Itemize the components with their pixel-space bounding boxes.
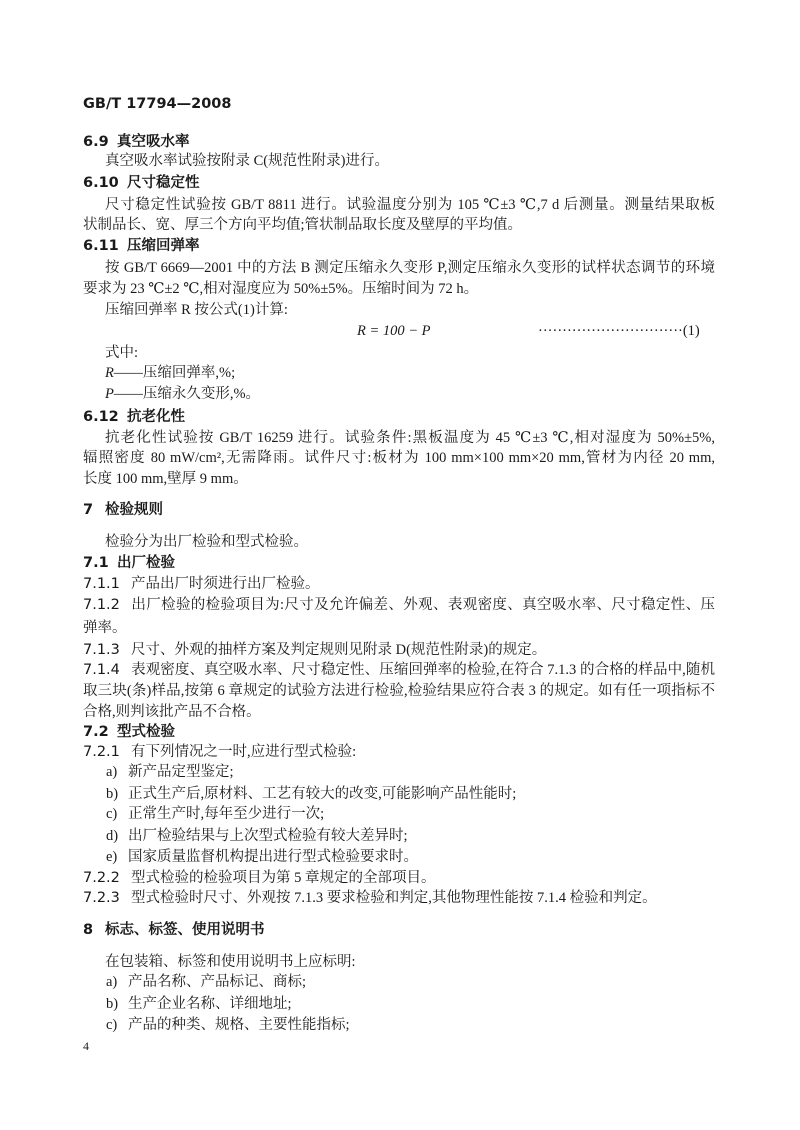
list-item: b) 生产企业名称、详细地址;: [106, 996, 292, 1012]
where-label: 式中:: [105, 345, 139, 361]
list-item: b) 正式生产后,原材料、工艺有较大的改变,可能影响产品性能时;: [106, 786, 517, 802]
clause: 7.1.3 尺寸、外观的抽样方案及判定规则见附录 D(规范性附录)的规定。: [83, 642, 547, 658]
section-heading: 6.12 抗老化性: [83, 409, 185, 425]
section-heading: 6.9 真空吸水率: [83, 134, 190, 150]
clause: 7.1.2 出厂检验的检验项目为:尺寸及允许偏差、外观、表观密度、真空吸水率、尺寸稳定性、压: [83, 597, 715, 613]
list-item: c) 产品的种类、规格、主要性能指标;: [106, 1017, 350, 1033]
list-item: a) 新产品定型鉴定;: [106, 764, 234, 780]
paragraph-line: 取三块(条)样品,按第 6 章规定的试验方法进行检验,检验结果应符合表 3 的规定。如有任一项指标不: [83, 683, 715, 699]
list-item: e) 国家质量监督机构提出进行型式检验要求时。: [106, 849, 418, 865]
section-heading: 7.1 出厂检验: [83, 555, 175, 571]
paragraph: 在包装箱、标签和使用说明书上应标明:: [105, 954, 356, 970]
paragraph: 检验分为出厂检验和型式检验。: [105, 534, 308, 550]
paragraph-line: 辐照密度 80 mW/cm²,无需降雨。试件尺寸:板材为 100 mm×100 mm×20 mm,管材为内径 20 mm,: [83, 450, 715, 466]
clause: 7.2.2 型式检验的检验项目为第 5 章规定的全部项目。: [83, 870, 436, 886]
section-heading: 6.11 压缩回弹率: [83, 238, 200, 254]
list-item: c) 正常生产时,每年至少进行一次;: [106, 806, 325, 822]
variable-definition: R——压缩回弹率,%;: [105, 365, 236, 381]
document-code-header: GB/T 17794—2008: [83, 96, 232, 112]
paragraph-line: 状制品长、宽、厚三个方向平均值;管状制品取长度及壁厚的平均值。: [83, 217, 523, 233]
section-heading: 6.10 尺寸稳定性: [83, 175, 200, 191]
list-item: d) 出厂检验结果与上次型式检验有较大差异时;: [106, 828, 408, 844]
paragraph-line: 按 GB/T 6669—2001 中的方法 B 测定压缩永久变形 P,测定压缩永久变形的试样状态调节的环境: [105, 260, 715, 276]
list-item: a) 产品名称、产品标记、商标;: [106, 974, 307, 990]
paragraph-line: 抗老化性试验按 GB/T 16259 进行。试验条件:黑板温度为 45 ℃±3 ℃,相对湿度为 50%±5%,: [105, 430, 715, 446]
formula-number: ······························(1): [538, 323, 700, 339]
paragraph-line: 要求为 23 ℃±2 ℃,相对湿度应为 50%±5%。压缩时间为 72 h。: [83, 281, 479, 297]
clause: 7.1.4 表观密度、真空吸水率、尺寸稳定性、压缩回弹率的检验,在符合 7.1.3 的合格的样品中,随机: [83, 662, 715, 678]
variable-definition: P——压缩永久变形,%。: [105, 386, 261, 402]
clause: 7.1.1 产品出厂时须进行出厂检验。: [83, 576, 320, 592]
paragraph-line: 尺寸稳定性试验按 GB/T 8811 进行。试验温度分别为 105 ℃±3 ℃,7 d 后测量。测量结果取板: [105, 197, 715, 213]
formula: R = 100 − P: [357, 323, 431, 339]
paragraph: 真空吸水率试验按附录 C(规范性附录)进行。: [105, 153, 389, 169]
paragraph-line: 合格,则判该批产品不合格。: [83, 704, 261, 720]
paragraph-line: 压缩回弹率 R 按公式(1)计算:: [105, 302, 288, 318]
clause: 7.2.1 有下列情况之一时,应进行型式检验:: [83, 744, 357, 760]
clause: 7.2.3 型式检验时尺寸、外观按 7.1.3 要求检验和判定,其他物理性能按 7.1.4 检验和判定。: [83, 890, 657, 906]
paragraph-line: 弹率。: [83, 620, 127, 636]
paragraph-line: 长度 100 mm,壁厚 9 mm。: [83, 471, 248, 487]
chapter-heading: 8 标志、标签、使用说明书: [83, 922, 265, 938]
chapter-heading: 7 检验规则: [83, 502, 163, 518]
section-heading: 7.2 型式检验: [83, 724, 175, 740]
page-number: 4: [83, 1039, 89, 1053]
